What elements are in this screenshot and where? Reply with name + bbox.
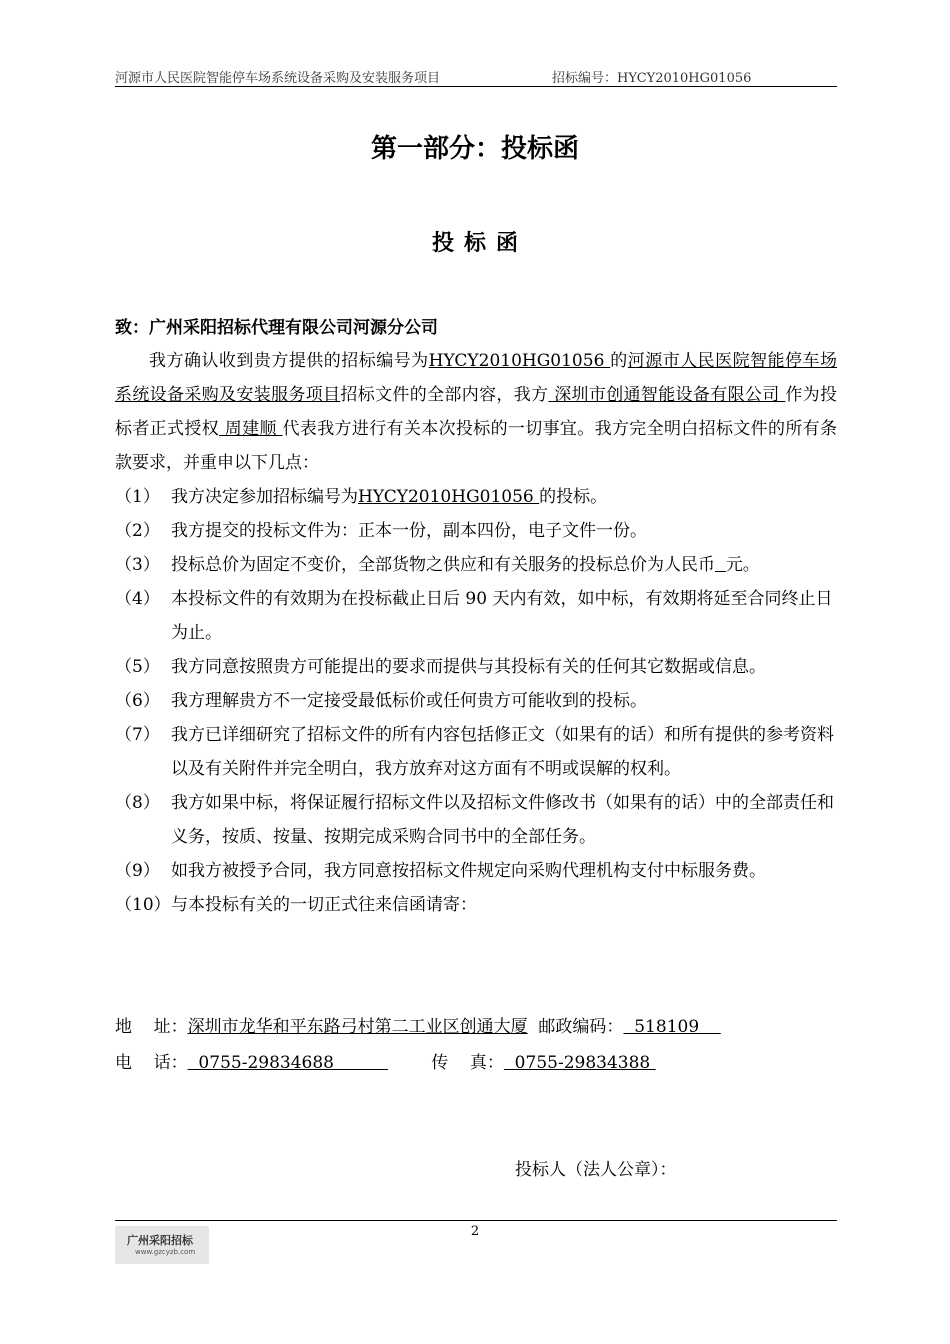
postcode-label: 邮政编码： bbox=[527, 1017, 624, 1037]
item-text: 我方提交的投标文件为：正本一份，副本四份，电子文件一份。 bbox=[171, 521, 647, 541]
page-header bbox=[115, 66, 837, 87]
intro-text: 代表我方进行有关本次投标的一切事宜。我方完全明白招标文件的所有条款要求，并重申以下几点： bbox=[115, 419, 838, 473]
item-text: 我方如果中标，将保证履行招标文件以及招标文件修改书（如果有的话）中的全部责任和义务，按质、按量、按期完成采购合同书中的全部任务。 bbox=[171, 793, 834, 847]
item-number: （3） bbox=[115, 555, 160, 575]
list-item bbox=[115, 548, 837, 582]
list-item bbox=[115, 480, 837, 514]
list-item bbox=[115, 650, 837, 684]
list-item bbox=[115, 514, 837, 548]
list-item bbox=[115, 786, 837, 854]
terms-list bbox=[115, 480, 837, 922]
document-title: 投标函 bbox=[431, 231, 528, 256]
list-item bbox=[115, 854, 837, 888]
item-number: （7） bbox=[115, 725, 160, 745]
phone-label: 电 话： bbox=[115, 1053, 188, 1073]
item-text: 我方已详细研究了招标文件的所有内容包括修正文（如果有的话）和所有提供的参考资料以及有关附件并完全明白，我方放弃对这方面有不明或误解的权利。 bbox=[171, 725, 834, 779]
company-logo bbox=[115, 1226, 209, 1264]
item-text: 我方同意按照贵方可能提出的要求而提供与其投标有关的任何其它数据或信息。 bbox=[171, 657, 766, 677]
page-number: 2 bbox=[470, 1224, 480, 1239]
item-number: （1） bbox=[115, 487, 160, 507]
item-number: （6） bbox=[115, 691, 160, 711]
address-line bbox=[115, 1015, 721, 1039]
fax-label: 传 真： bbox=[388, 1053, 504, 1073]
intro-paragraph bbox=[115, 344, 837, 480]
list-item bbox=[115, 718, 837, 786]
fax-value: 0755-29834388 bbox=[503, 1053, 656, 1073]
addressee: 致：广州采阳招标代理有限公司河源分公司 bbox=[115, 318, 438, 338]
header-project: 河源市人民医院智能停车场系统设备采购及安装服务项目 bbox=[115, 71, 441, 86]
list-item bbox=[115, 888, 837, 922]
address-label: 地 址： bbox=[115, 1017, 188, 1037]
address-value: 深圳市龙华和平东路弓村第二工业区创通大厦 bbox=[187, 1017, 528, 1037]
intro-authorized-person: 周建顺 bbox=[219, 419, 283, 439]
intro-text: 招标文件的全部内容，我方 bbox=[340, 385, 549, 405]
item-number: （9） bbox=[115, 861, 160, 881]
intro-project-name: 河源市人民医院智能停车场系统设备采购及安装服务项目 bbox=[115, 351, 838, 405]
list-item bbox=[115, 684, 837, 718]
phone-value: 0755-29834688 bbox=[187, 1053, 389, 1073]
signature-label: 投标人（法人公章）： bbox=[515, 1160, 677, 1180]
item-number: （8） bbox=[115, 793, 160, 813]
intro-text: 我方确认收到贵方提供的招标编号为 bbox=[149, 351, 429, 371]
item-text: 本投标文件的有效期为在投标截止日后 90 天内有效，如中标，有效期将延至合同终止日为止。 bbox=[171, 589, 833, 643]
item-number: （10） bbox=[115, 895, 171, 915]
letter-body bbox=[115, 312, 837, 922]
postcode-value: 518109 bbox=[623, 1017, 721, 1037]
item-number: （5） bbox=[115, 657, 160, 677]
intro-bid-number: HYCY2010HG01056 bbox=[428, 351, 611, 371]
item-text: 我方决定参加招标编号为HYCY2010HG01056 的投标。 bbox=[171, 487, 608, 507]
footer-divider bbox=[115, 1220, 837, 1221]
section-title: 第一部分：投标函 bbox=[370, 134, 579, 164]
logo-text: 广州采阳招标 bbox=[127, 1234, 193, 1247]
item-text: 与本投标有关的一切正式往来信函请寄： bbox=[171, 895, 477, 915]
item-text: 投标总价为固定不变价，全部货物之供应和有关服务的投标总价为人民币 元。 bbox=[171, 555, 760, 575]
phone-line bbox=[115, 1051, 656, 1075]
item-number: （4） bbox=[115, 589, 160, 609]
intro-company: 深圳市创通智能设备有限公司 bbox=[548, 385, 786, 405]
item-text: 如我方被授予合同，我方同意按招标文件规定向采购代理机构支付中标服务费。 bbox=[171, 861, 766, 881]
list-item bbox=[115, 582, 837, 650]
item-number: （2） bbox=[115, 521, 160, 541]
intro-text: 作为投标者正式授权 bbox=[115, 385, 838, 439]
header-bid-number: 招标编号：HYCY2010HG01056 bbox=[552, 71, 752, 86]
intro-text: 的 bbox=[610, 351, 628, 371]
item-text: 我方理解贵方不一定接受最低标价或任何贵方可能收到的投标。 bbox=[171, 691, 647, 711]
logo-url: www.gzcyzb.com bbox=[135, 1248, 196, 1256]
